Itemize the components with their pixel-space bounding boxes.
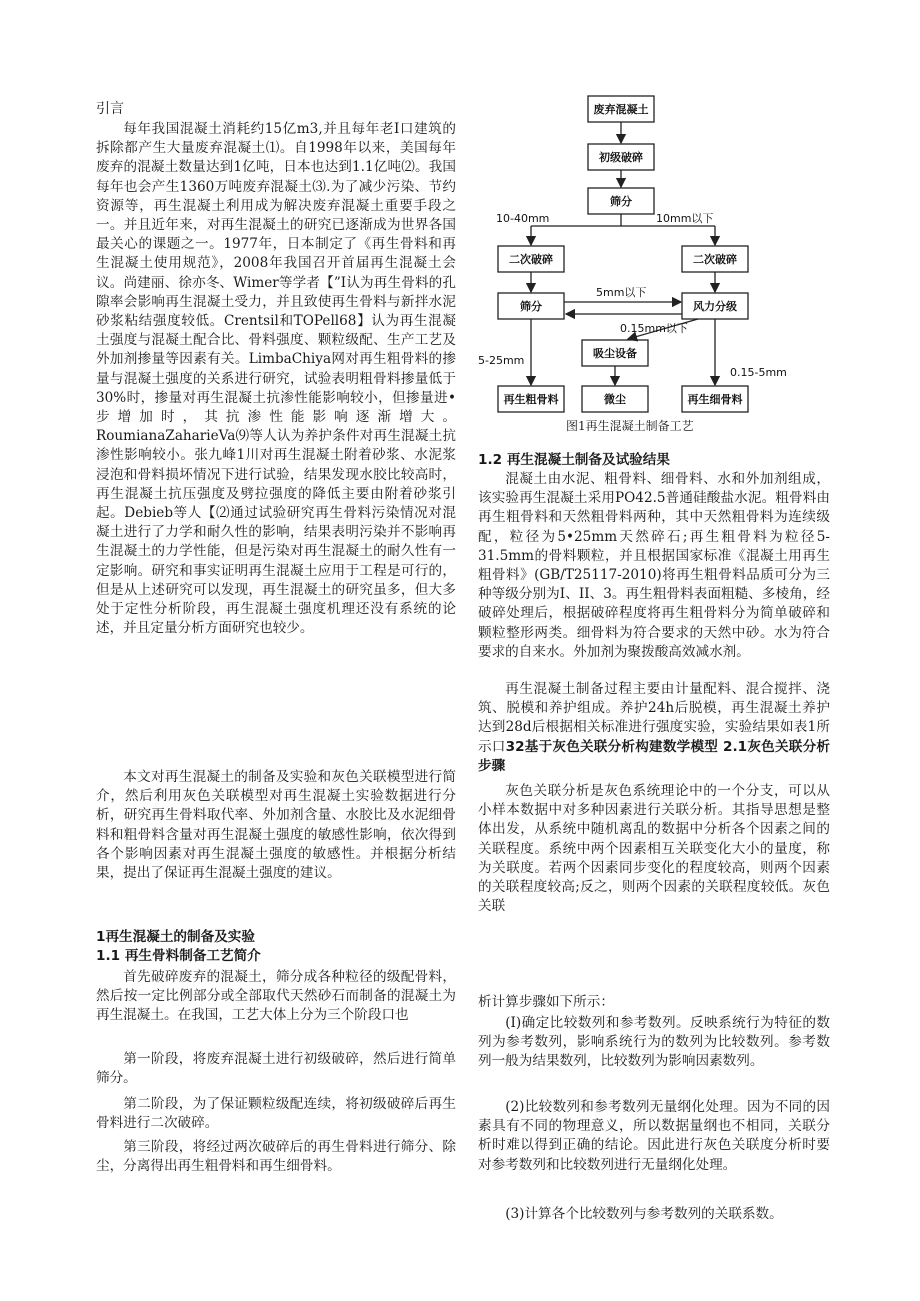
box-label-second-right: 二次破碎 — [693, 253, 737, 266]
label-015mm-below: 0.15mm以下 — [620, 322, 688, 335]
section-1-1-paragraph: 首先破碎废弃的混凝土，筛分成各种粒径的级配骨料，然后按一定比例部分或全部取代天然砂石而制备的混凝土为再生混凝土。在我国，工艺大体上分为三个阶段口也 — [96, 969, 456, 1024]
label-015-5mm: 0.15-5mm — [730, 366, 787, 379]
box-label-coarse: 再生粗骨料 — [503, 393, 559, 406]
section-1-1-heading: 1.1 再生骨料制备工艺简介 — [96, 948, 261, 964]
step-3-paragraph: (3)计算各个比较数列与参考数列的关联系数。 — [505, 1206, 783, 1222]
label-5mm-below: 5mm以下 — [596, 286, 647, 299]
stage-2-paragraph: 第二阶段，为了保证颗粒级配连续，将初级破碎后再生骨料进行二次破碎。 — [96, 1096, 456, 1132]
section-1-heading: 1再生混凝土的制备及实验 — [96, 929, 255, 945]
section-1-2-heading: 1.2 再生混凝土制备及试验结果 — [478, 452, 670, 468]
intro-paragraph-1: 每年我国混凝土消耗约15亿m3,并且每年老I口建筑的拆除都产生大量废弃混凝土⑴。自1998年以来，美国每年废弃的混凝土数量达到1亿吨，日本也达到1.1亿吨⑵。我国每年也会产生1360万吨废弃混凝土⑶.为了减少污染、节约资源等，再生混凝土利用成为解决废弃混凝土重要手段之一。并且近年来，对再生混凝土的研究已逐渐成为世界各国最关心的课题之一。1977年，日本制定了《再生骨料和再生混凝土使用规范》，2008年我国召开首届再生混凝土会议。尚建丽、徐亦冬、Wimer等学者【”I认为再生骨料的孔隙率会影响再生混凝土受力，并且致使再生骨料与新拌水泥砂浆粘结强度较低。Crentsil和TOPell68】认为再生混凝土强度与混凝土配合比、骨料强度、颗粒级配、生产工艺及外加剂掺量等因素有关。LimbaChiya网对再生粗骨料的掺量与混凝土强度的关系进行研究，试验表明粗骨料掺量低于30%时，掺量对再生混凝土抗渗性能影响较小，但掺量进•步增加时，其抗渗性能影响逐渐增大。RoumianaZaharieVa⑼等人认为养护条件对再生混凝土抗渗性影响较小。张九峰1川对再生混凝土附着砂浆、水泥浆浸泡和骨料损坏情况下进行试验，结果发现水胶比较高时，再生混凝土抗压强度及劈拉强度的降低主要由附着砂浆引起。Debieb等人【⑵通过试验研究再生骨料污染情况对混凝土进行了力学和耐久性的影响，结果表明污染并不影响再生混凝土的力学性能，但是污染对再生混凝土的耐久性有一定影响。研究和事实证明再生混凝土应用于工程是可行的，但是从上述研究可以发现，再生混凝土的研究虽多，但大多处于定性分析阶段，再生混凝土强度机理还没有系统的论述，并且定量分析方面研究也较少。 — [96, 121, 456, 637]
step-1-paragraph: (I)确定比较数列和参考数列。反映系统行为特征的数列为参考数列，影响系统行为的数列为比较数列。参考数列一般为结果数列，比较数列为影响因素数列。 — [478, 1015, 830, 1070]
box-label-dust: 微尘 — [604, 393, 626, 406]
label-10mm-below: 10mm以下 — [656, 212, 714, 225]
box-label-air: 风力分级 — [693, 300, 737, 313]
box-label-dust-equip: 吸尘设备 — [593, 347, 637, 360]
box-label-screen2: 筛分 — [520, 300, 542, 313]
intro-paragraph-2: 本文对再生混凝土的制备及实验和灰色关联模型进行简介，然后利用灰色关联模型对再生混凝土实验数据进行分析，研究再生骨料取代率、外加剂含量、水胶比及水泥细骨料和粗骨料含量对再生混凝土强度的敏感性影响，依次得到各个影响因素对再生混凝土强度的敏感性。并根据分析结果，提出了保证再生混凝土强度的建议。 — [96, 769, 456, 882]
box-label-waste: 废弃混凝土 — [593, 103, 649, 116]
section-1-2-paragraph-2 — [478, 680, 830, 776]
stage-1-paragraph: 第一阶段，将废弃混凝土进行初级破碎，然后进行简单筛分。 — [96, 1051, 456, 1087]
section-2-heading: 32基于灰色关联分析构建数学模型 2.1灰色关联分析步骤 — [478, 738, 830, 774]
box-label-fine: 再生细骨料 — [687, 393, 743, 406]
box-label-second-left: 二次破碎 — [509, 253, 553, 266]
step-2-paragraph: (2)比较数列和参考数列无量纲化处理。因为不同的因素具有不同的物理意义，所以数据量纲也不相同，关联分析时难以得到正确的结论。因此进行灰色关联度分析时要对参考数列和比较数列进行无量纲化处理。 — [478, 1099, 830, 1173]
figure-caption: 图1再生混凝土制备工艺 — [566, 419, 694, 433]
label-5-25mm: 5-25mm — [478, 354, 525, 367]
process-flow-diagram — [478, 88, 808, 418]
box-label-screen1: 筛分 — [610, 195, 632, 208]
intro-heading: 引言 — [96, 101, 124, 117]
section-1-2-paragraph-2-text: 再生混凝土制备过程主要由计量配料、混合搅拌、浇筑、脱模和养护组成。养护24h后脱模，再生混凝土养护达到28d后根据相关标准进行强度实验，实验结果如表1所示口 — [478, 681, 830, 755]
steps-intro: 析计算步骤如下所示： — [478, 994, 614, 1010]
label-10-40mm: 10-40mm — [496, 212, 550, 225]
box-label-primary: 初级破碎 — [599, 151, 643, 164]
section-2-1-paragraph: 灰色关联分析是灰色系统理论中的一个分支，可以从小样本数据中对多种因素进行关联分析。其指导思想是整体出发，从系统中随机离乱的数据中分析各个因素之间的关联程度。系统中两个因素相互关联变化大小的量度，称为关联度。若两个因素同步变化的程度较高，则两个因素的关联程度较高;反之，则两个因素的关联程度较低。灰色关联 — [478, 783, 830, 915]
stage-3-paragraph: 第三阶段，将经过两次破碎后的再生骨料进行筛分、除尘，分离得出再生粗骨料和再生细骨料。 — [96, 1139, 456, 1175]
section-1-2-paragraph-1: 混凝土由水泥、粗骨料、细骨料、水和外加剂组成，该实验再生混凝土采用PO42.5普通硅酸盐水泥。粗骨料由再生粗骨料和天然粗骨料两种，其中天然粗骨料为连续级配，粒径为5•25mm天然碎石;再生粗骨料为粒径5-31.5mm的骨料颗粒，并且根据国家标准《混凝土用再生粗骨料》(GB/T25117-2010)将再生粗骨料品质可分为三种等级分别为I、II、3。再生粗骨料表面粗糙、多棱角，经破碎处理后，根据破碎程度将再生粗骨料分为简单破碎和颗粒整形两类。细骨料为符合要求的天然中砂。水为符合要求的自来水。外加剂为聚拨酸高效减水剂。 — [478, 471, 830, 660]
